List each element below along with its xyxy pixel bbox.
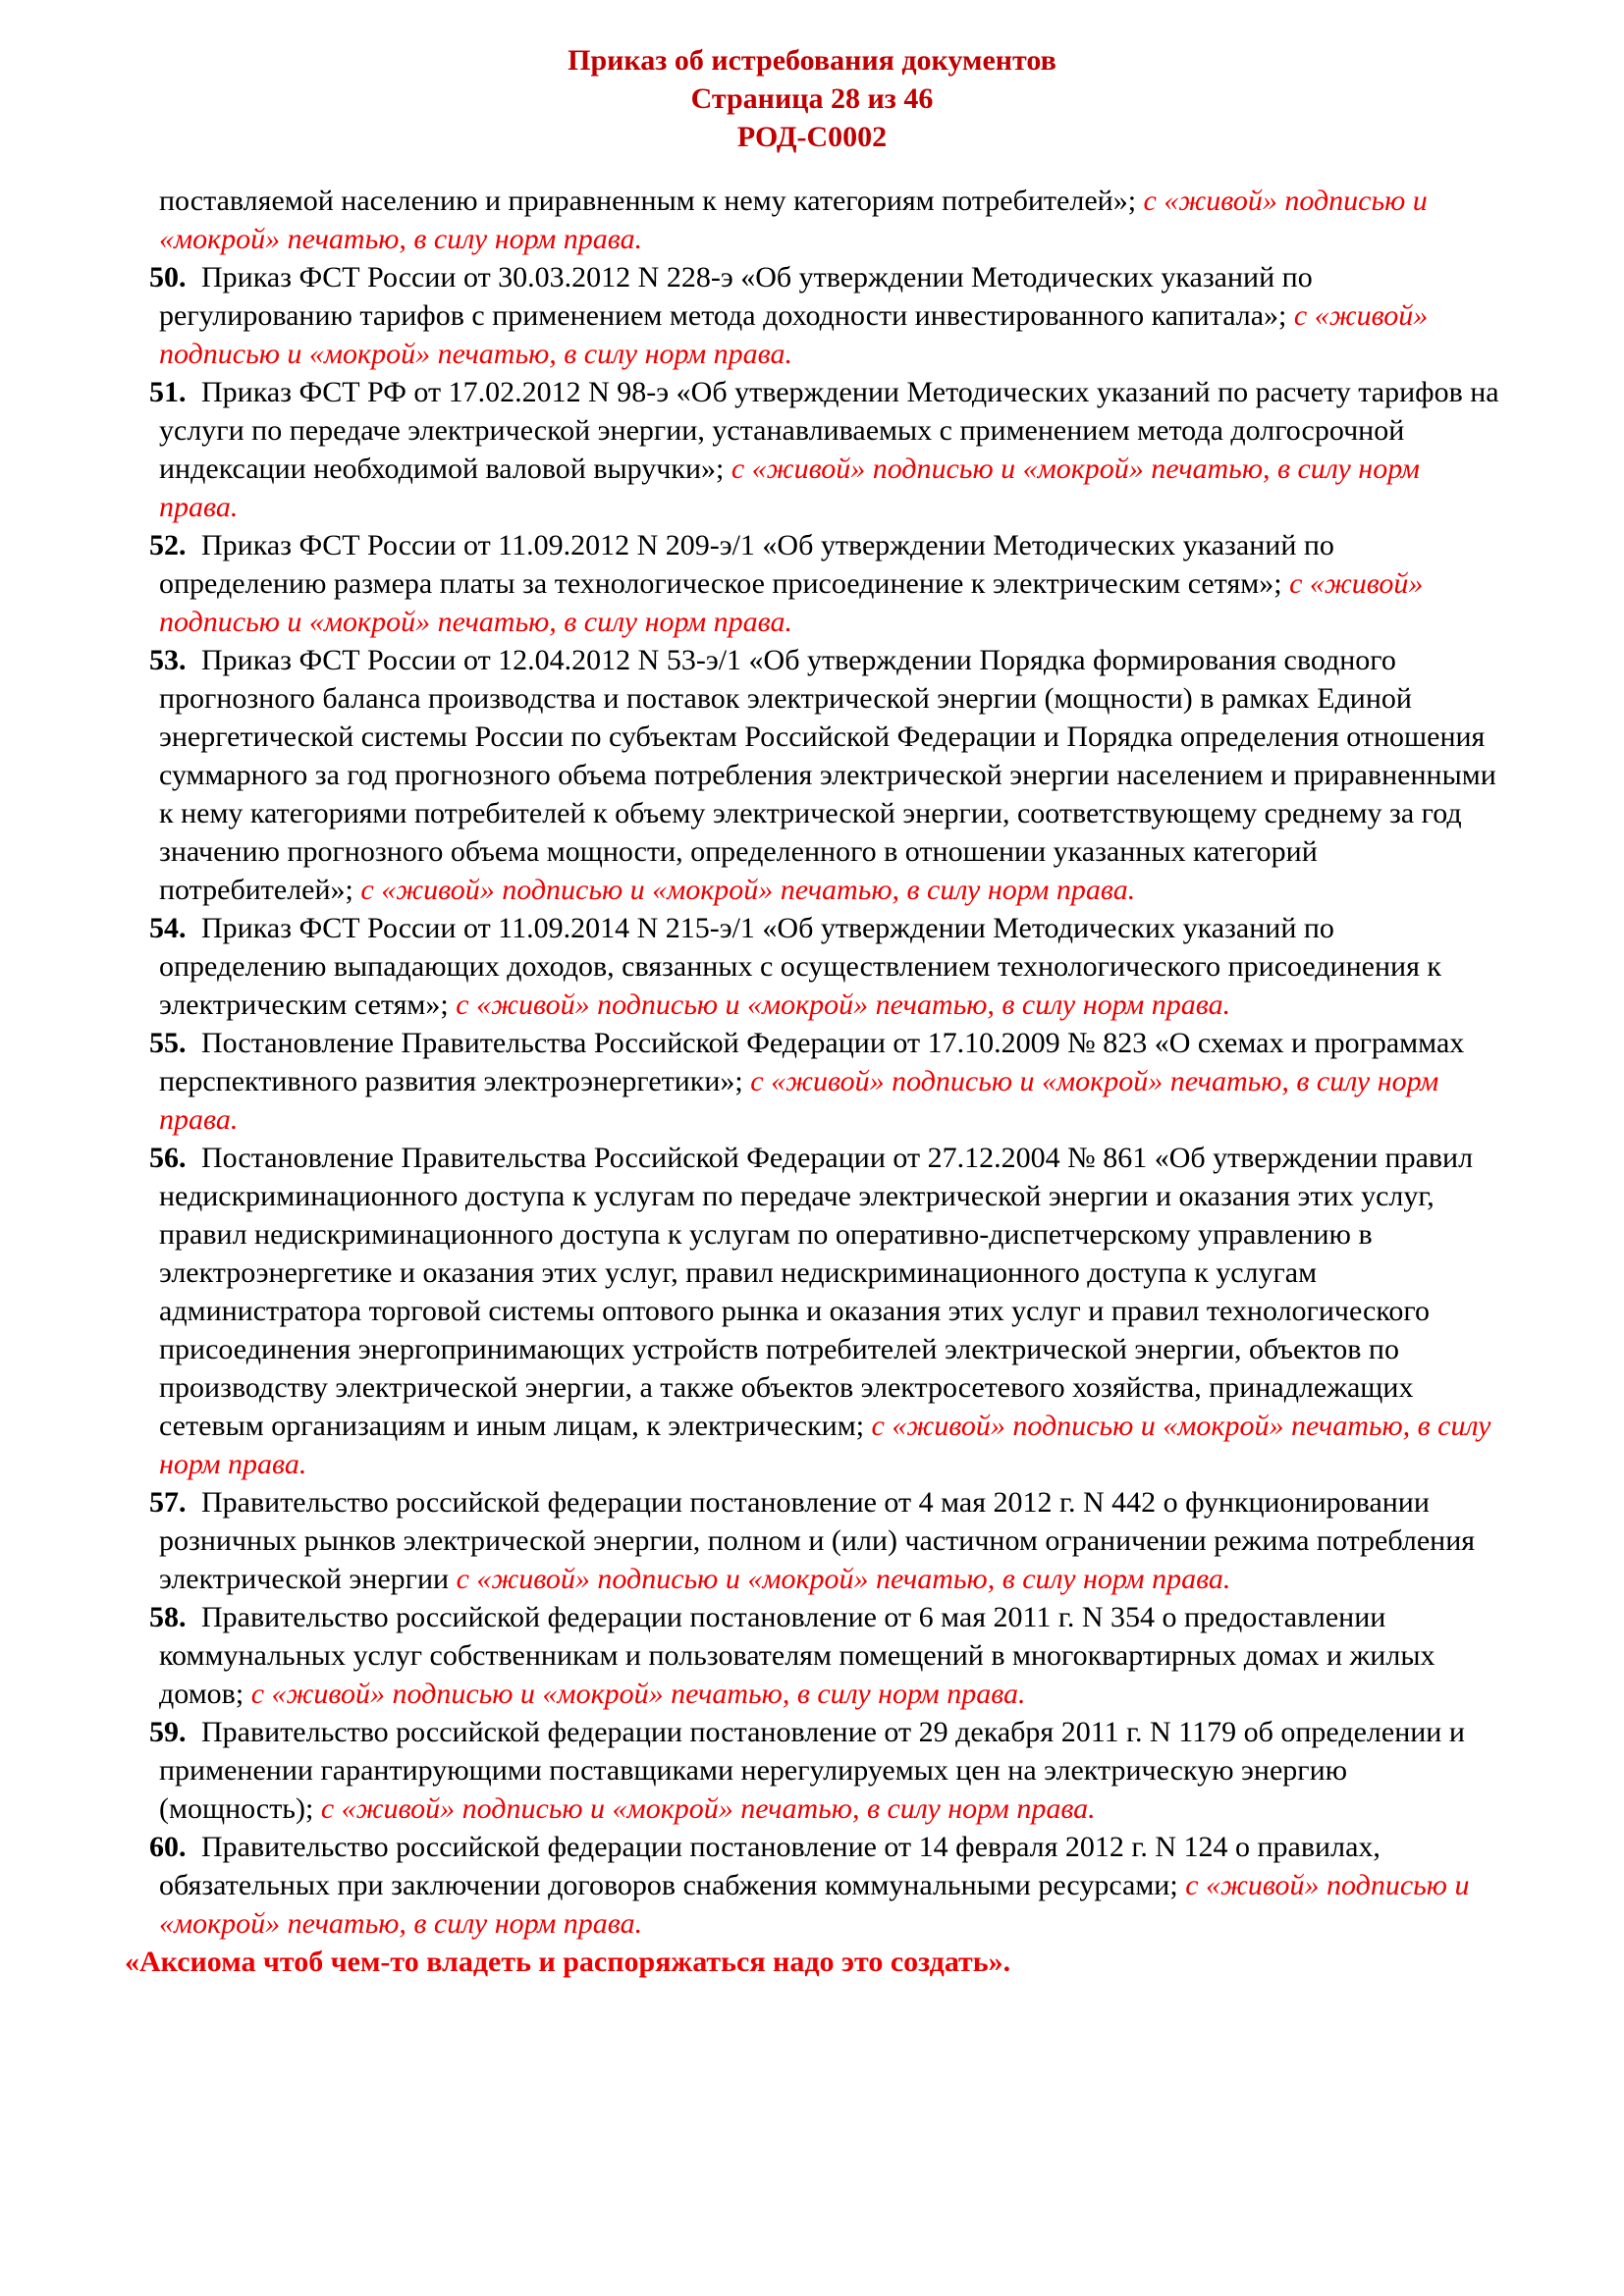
item-text: Приказ ФСТ России от 30.03.2012 N 228-э «Об утверждении Методических указаний по регулированию тарифов с применением метода доходности инвестированного капитала»; [159,261,1313,332]
item-number: 53. [149,644,187,676]
continuation-paragraph [159,182,1502,258]
item-red-clause: с «живой» подписью и «мокрой» печатью, в силу норм права. [360,874,1136,906]
document-code: РОД-С0002 [736,121,888,153]
item-text: Постановление Правительства Российской Федерации от 17.10.2009 № 823 «О схемах и программах перспективного развития электроэнергетики»; [159,1027,1465,1097]
item-red-clause: с «живой» подписью и «мокрой» печатью, в силу норм права. [456,988,1231,1021]
document-body [149,182,1502,1943]
item-red-clause: с «живой» подписью и «мокрой» печатью, в силу норм права. [250,1678,1026,1710]
item-number: 57. [149,1486,187,1519]
item-number: 55. [149,1027,187,1059]
list-item [149,641,1502,909]
item-number: 60. [149,1831,187,1863]
item-number: 56. [149,1142,187,1174]
item-red-clause: с «живой» подписью и «мокрой» печатью, в силу норм права. [159,1410,1491,1480]
page-number: Страница 28 из 46 [690,82,934,115]
item-red-clause: с «живой» подписью и «мокрой» печатью, в силу норм права. [456,1563,1231,1595]
list-item [149,1828,1502,1943]
item-number: 59. [149,1716,187,1748]
list-item [149,1598,1502,1713]
list-item [149,526,1502,641]
list-item [149,1139,1502,1483]
list-item [149,373,1502,526]
item-text: Правительство российской федерации постановление от 14 февраля 2012 г. N 124 о правилах, обязательных при заключении договоров снабжения коммунальными ресурсами; [159,1831,1380,1901]
item-number: 51. [149,376,187,408]
item-red-clause: с «живой» подписью и «мокрой» печатью, в силу норм права. [320,1792,1096,1825]
continuation-red-clause: с «живой» подписью и «мокрой» печатью, в силу норм права. [159,185,1428,255]
list-item [149,1024,1502,1139]
document-title: Приказ об истребования документов [568,44,1056,77]
list-item [149,258,1502,373]
item-text: Приказ ФСТ России от 11.09.2014 N 215-э/1 «Об утверждении Методических указаний по определению выпадающих доходов, связанных с осуществлением технологического присоединения к электрическим сетям»; [159,912,1441,1021]
continuation-text: поставляемой населению и приравненным к нему категориям потребителей»; [159,185,1137,217]
footer-axiom: «Аксиома чтоб чем-то владеть и распоряжаться надо это создать». [125,1946,1011,1978]
item-red-clause: с «живой» подписью и «мокрой» печатью, в силу норм права. [159,299,1429,370]
item-text: Приказ ФСТ России от 11.09.2012 N 209-э/1 «Об утверждении Методических указаний по определению размера платы за технологическое присоединение к электрическим сетям»; [159,529,1334,600]
item-number: 50. [149,261,187,294]
item-text: Приказ ФСТ России от 12.04.2012 N 53-э/1 «Об утверждении Порядка формирования сводного прогнозного баланса производства и поставок электрической энергии (мощности) в рамках Единой энергетической системы России по субъектам Российской Федерации и Порядка определения отношения суммарного за год прогнозного объема потребления электрической энергии населением и приравненными к нему категориями потребителей к объему электрической энергии, соответствующему среднему за год значению прогнозного объема мощности, определенного в отношении указанных категорий потребителей»; [159,644,1496,906]
item-red-clause: с «живой» подписью и «мокрой» печатью, в силу норм права. [159,453,1420,523]
numbered-list [149,258,1502,1943]
list-item [149,1483,1502,1598]
item-text: Правительство российской федерации постановление от 29 декабря 2011 г. N 1179 об определении и применении гарантирующими поставщиками нерегулируемых цен на электрическую энергию (мощность); [159,1716,1465,1825]
item-text: Постановление Правительства Российской Федерации от 27.12.2004 № 861 «Об утверждении правил недискриминационного доступа к услугам по передаче электрической энергии и оказания этих услуг, правил недискриминационного доступа к услугам по оперативно-диспетчерскому управлению в электроэнергетике и оказания этих услуг, правил недискриминационного доступа к услугам администратора торговой системы оптового рынка и оказания этих услуг и правил технологического присоединения энергопринимающих устройств потребителей электрической энергии, объектов по производству электрической энергии, а также объектов электросетевого хозяйства, принадлежащих сетевым организациям и иным лицам, к электрическим; [159,1142,1474,1442]
item-red-clause: с «живой» подписью и «мокрой» печатью, в силу норм права. [159,1065,1439,1136]
list-item [149,909,1502,1024]
item-red-clause: с «живой» подписью и «мокрой» печатью, в силу норм права. [159,1869,1470,1940]
item-number: 54. [149,912,187,944]
item-text: Правительство российской федерации постановление от 6 мая 2011 г. N 354 о предоставлении коммунальных услуг собственникам и пользователям помещений в многоквартирных домах и жилых домов; [159,1601,1435,1710]
document-header [0,0,1624,156]
item-red-clause: с «живой» подписью и «мокрой» печатью, в силу норм права. [159,567,1424,638]
list-item [149,1713,1502,1828]
item-text: Приказ ФСТ РФ от 17.02.2012 N 98-э «Об утверждении Методических указаний по расчету тарифов на услуги по передаче электрической энергии, устанавливаемых с применением метода долгосрочной индексации необходимой валовой выручки»; [159,376,1499,485]
item-text: Правительство российской федерации постановление от 4 мая 2012 г. N 442 о функционировании розничных рынков электрической энергии, полном и (или) частичном ограничении режима потребления электрической энергии [159,1486,1476,1595]
item-number: 52. [149,529,187,561]
item-number: 58. [149,1601,187,1633]
